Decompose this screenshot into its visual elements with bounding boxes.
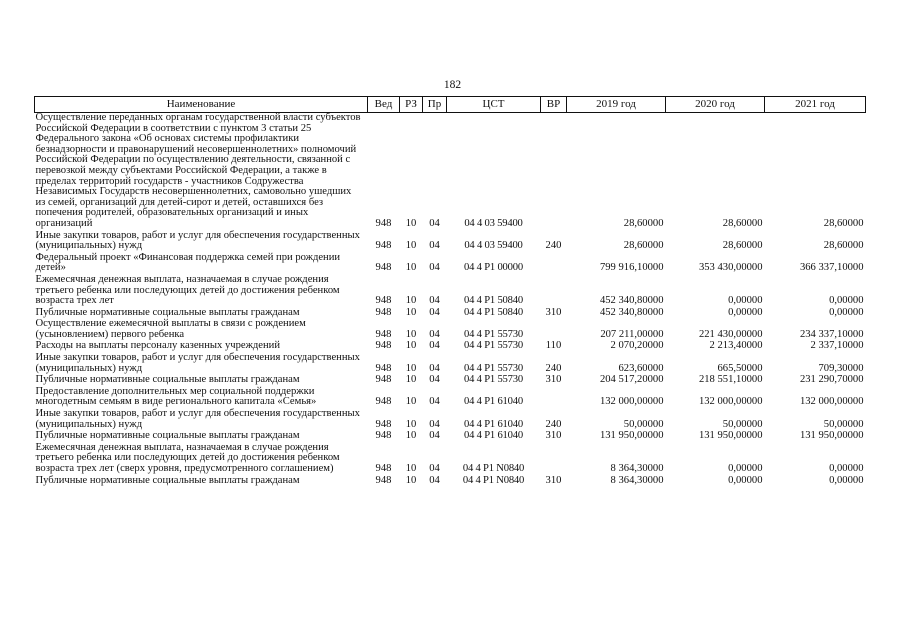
cell-vr: 240 [545,240,562,252]
cell-vr: 240 [545,362,562,374]
cell-y2021: 131 950,00000 [799,430,864,442]
cell-pr: 04 [429,396,440,408]
cell-vr [541,275,567,308]
cell-vr: 310 [545,306,562,318]
cell-y2020: 353 430,00000 [698,262,763,274]
cell-cst: 04 4 P1 55730 [464,328,523,340]
cell-pr: 04 [429,463,440,474]
cell-ved: 948 [375,328,392,340]
cell-y2020: 2 213,40000 [709,340,763,352]
cell-y2020: 28,60000 [722,240,763,252]
table-row [35,231,866,253]
cell-rz: 10 [405,340,417,352]
cell-vr [541,113,567,231]
cell-y2020: 218 551,10000 [698,374,763,386]
cell-cst: 04 4 P1 N0840 [462,474,525,486]
cell-cst: 04 4 P1 55730 [464,374,523,386]
cell-cst: 04 4 03 59400 [464,217,523,229]
cell-vr [541,319,567,341]
cell-y2019: 8 364,30000 [610,474,664,486]
cell-name: Ежемесячная денежная выплата, назначаемая в случае рождения третьего ребенка или последующих детей до достижения ребенком возраста трех лет (сверх уровня, предусмотренного соглашением) [35,441,340,474]
cell-ved: 948 [375,374,392,386]
cell-y2019: 452 340,80000 [599,306,664,318]
cell-cst: 04 4 P1 00000 [464,262,523,274]
cell-pr: 04 [429,295,440,307]
cell-cst: 04 4 P1 N0840 [462,463,525,474]
cell-rz: 10 [405,240,417,252]
cell-pr: 04 [429,418,440,430]
header-2021: 2021 год [765,97,866,113]
cell-y2021: 50,00000 [823,418,864,430]
cell-ved: 948 [375,430,392,442]
table-row [35,353,866,375]
cell-pr: 04 [429,430,440,442]
cell-y2021: 234 337,10000 [799,328,864,340]
cell-rz: 10 [405,474,417,486]
cell-rz: 10 [405,295,417,307]
cell-y2019: 2 070,20000 [610,340,664,352]
cell-y2020: 28,60000 [722,217,763,229]
cell-pr: 04 [429,240,440,252]
cell-y2020: 0,00000 [728,474,763,486]
table-row [35,409,866,431]
cell-name: Федеральный проект «Финансовая поддержка семей при рождении детей» [35,251,341,274]
cell-pr: 04 [429,474,440,486]
cell-y2019: 50,00000 [623,418,664,430]
cell-y2021: 0,00000 [829,474,864,486]
table-row [35,275,866,308]
cell-rz: 10 [405,217,417,229]
cell-cst: 04 4 P1 61040 [464,396,523,408]
budget-table [34,96,866,487]
cell-rz: 10 [405,328,417,340]
table-row [35,253,866,275]
header-pr: Пр [423,97,447,113]
cell-cst: 04 4 P1 50840 [464,295,523,307]
cell-y2021: 709,30000 [818,362,864,374]
cell-name: Ежемесячная денежная выплата, назначаемая в случае рождения третьего ребенка или последующих детей до достижения ребенком возраста трех лет [35,273,340,307]
cell-y2019: 8 364,30000 [610,463,664,474]
cell-pr: 04 [429,374,440,386]
cell-pr: 04 [429,362,440,374]
cell-rz: 10 [405,306,417,318]
cell-rz: 10 [405,374,417,386]
cell-name: Расходы на выплаты персоналу казенных учреждений [35,340,280,352]
cell-rz: 10 [405,396,417,408]
cell-y2021: 28,60000 [823,240,864,252]
cell-vr: 310 [545,474,562,486]
cell-cst: 04 4 P1 50840 [464,306,523,318]
cell-vr: 240 [545,418,562,430]
cell-y2020: 0,00000 [728,463,763,474]
cell-y2019: 132 000,00000 [599,396,664,408]
cell-name: Публичные нормативные социальные выплаты гражданам [35,306,300,318]
cell-y2020: 50,00000 [722,418,763,430]
cell-y2019: 131 950,00000 [599,430,664,442]
cell-y2020: 0,00000 [728,295,763,307]
cell-y2021: 231 290,70000 [799,374,864,386]
cell-pr: 04 [429,217,440,229]
page-number: 182 [443,79,462,91]
cell-rz: 10 [405,418,417,430]
cell-vr [541,387,567,409]
cell-y2020: 665,50000 [717,362,763,374]
cell-ved: 948 [375,418,392,430]
cell-y2021: 0,00000 [829,306,864,318]
cell-name: Иные закупки товаров, работ и услуг для обеспечения государственных (муниципальных) нужд [35,229,360,252]
cell-ved: 948 [375,474,392,486]
cell-rz: 10 [405,262,417,274]
cell-ved: 948 [375,295,392,307]
cell-name: Публичные нормативные социальные выплаты гражданам [35,474,300,486]
cell-vr: 310 [545,430,562,442]
header-rz: РЗ [400,97,423,113]
cell-ved: 948 [375,306,392,318]
cell-vr: 310 [545,374,562,386]
cell-pr: 04 [429,306,440,318]
cell-pr: 04 [429,340,440,352]
cell-y2019: 28,60000 [623,240,664,252]
table-row [35,443,866,476]
cell-ved: 948 [375,262,392,274]
cell-y2020: 131 950,00000 [698,430,763,442]
header-ved: Вед [368,97,400,113]
cell-y2019: 623,60000 [618,362,664,374]
cell-name: Публичные нормативные социальные выплаты гражданам [35,374,300,386]
cell-y2019: 452 340,80000 [599,295,664,307]
cell-cst: 04 4 P1 55730 [464,362,523,374]
cell-y2019: 28,60000 [623,217,664,229]
cell-y2019: 207 211,00000 [600,328,664,340]
header-vr: ВР [541,97,567,113]
cell-cst: 04 4 P1 55730 [464,340,523,352]
table-body [35,113,866,488]
cell-ved: 948 [375,362,392,374]
cell-y2021: 2 337,10000 [810,340,864,352]
cell-y2021: 366 337,10000 [799,262,864,274]
cell-ved: 948 [375,396,392,408]
table-row [35,476,866,488]
header-2019: 2019 год [567,97,666,113]
cell-cst: 04 4 P1 61040 [464,418,523,430]
cell-y2021: 132 000,00000 [799,396,864,408]
cell-ved: 948 [375,463,392,474]
cell-ved: 948 [375,217,392,229]
cell-y2019: 204 517,20000 [599,374,664,386]
cell-y2019: 799 916,10000 [599,262,664,274]
table-row [35,319,866,341]
cell-y2020: 221 430,00000 [698,328,763,340]
cell-rz: 10 [405,463,417,474]
cell-y2021: 28,60000 [823,217,864,229]
cell-name: Публичные нормативные социальные выплаты гражданам [35,430,300,442]
cell-cst: 04 4 03 59400 [464,240,523,252]
cell-name: Иные закупки товаров, работ и услуг для обеспечения государственных (муниципальных) нужд [35,352,360,374]
table-row [35,387,866,409]
cell-ved: 948 [375,240,392,252]
table-row [35,113,866,231]
cell-y2021: 0,00000 [829,295,864,307]
header-name: Наименование [35,97,368,113]
cell-name: Иные закупки товаров, работ и услуг для обеспечения государственных (муниципальных) нужд [35,408,360,430]
cell-pr: 04 [429,328,440,340]
cell-vr: 110 [545,340,562,352]
cell-ved: 948 [375,340,392,352]
header-2020: 2020 год [666,97,765,113]
cell-pr: 04 [429,262,440,274]
cell-y2020: 132 000,00000 [698,396,763,408]
cell-vr [541,443,567,476]
cell-name: Осуществление переданных органам государственной власти субъектов Российской Федерации в соответствии с пунктом 3 статьи 25 Федерального закона «Об основах системы профилактики безнадзорности и правонарушений несовершеннолетних» полномочий Российской Федерации по осуществлению деятельности, связанной с перевозкой между субъектами Российской Федерации, а также в пределах территорий государств - участников Содружества Независимых Государств несовершеннолетних, самовольно ушедших из семей, организаций для детей-сирот и детей, оставшихся без попечения родителей, образовательных организаций и иных организаций [35,112,361,229]
cell-name: Осуществление ежемесячной выплаты в связи с рождением (усыновлением) первого ребенка [35,318,306,340]
cell-vr [541,253,567,275]
cell-y2020: 0,00000 [728,306,763,318]
header-cst: ЦСТ [447,97,541,113]
cell-cst: 04 4 P1 61040 [464,430,523,442]
cell-y2021: 0,00000 [829,463,864,474]
cell-name: Предоставление дополнительных мер социальной поддержки многодетным семьям в виде регионального капитала «Семья» [35,385,317,408]
table-header [35,97,866,113]
cell-rz: 10 [405,430,417,442]
cell-rz: 10 [405,362,417,374]
